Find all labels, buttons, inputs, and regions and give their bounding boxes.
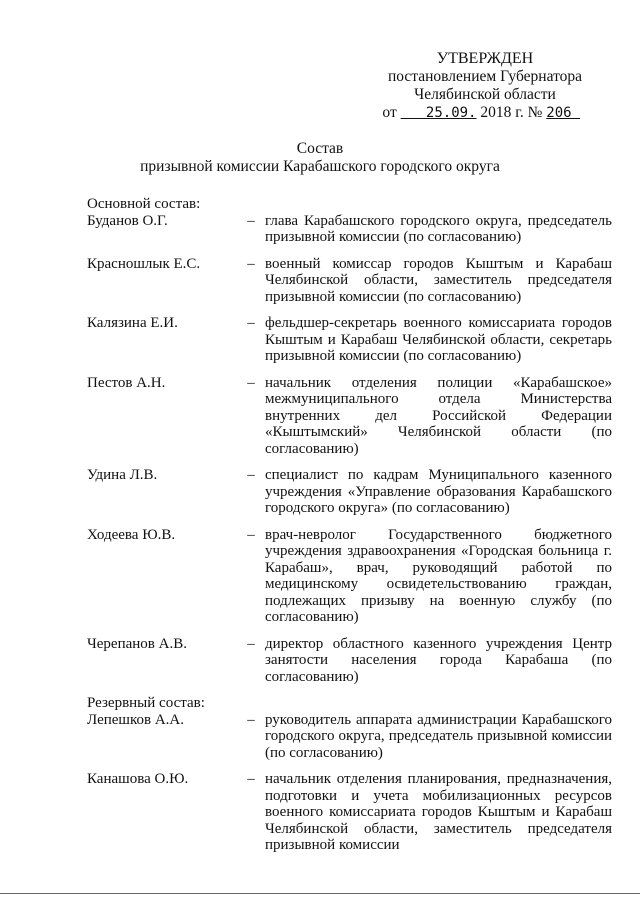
member-role: фельдшер-секретарь военного комиссариата городов Кыштым и Карабаш Челябинской области, секретарь призывной комиссии (по согласованию) <box>265 315 612 364</box>
member-row <box>87 771 612 854</box>
document-heading <box>60 140 580 176</box>
member-name: Красношлык Е.С. <box>87 255 201 272</box>
member-role: врач-невролог Государственного бюджетного учреждения здравоохранения «Городская больница г. Карабаш», врач, руководящий работой по медицинскому освидетельствованию граждан, подлежащих призыву на военную службу (по согласованию) <box>265 526 612 625</box>
member-name: Черепанов А.В. <box>87 635 187 652</box>
member-row <box>87 467 612 517</box>
member-dash: – <box>247 771 255 787</box>
member-row <box>87 213 612 246</box>
main-section-label: Основной состав: <box>87 196 201 212</box>
approval-stamp <box>360 50 610 122</box>
member-role: военный комиссар городов Кыштым и Карабаш Челябинской области, заместитель председателя призывной комиссии (по согласованию) <box>265 255 612 305</box>
member-name: Калязина Е.И. <box>87 315 178 331</box>
member-name: Канашова О.Ю. <box>87 771 189 787</box>
commission-list <box>87 196 612 864</box>
member-dash: – <box>247 315 255 331</box>
approval-line-2: Челябинской области <box>414 86 556 103</box>
member-row <box>87 712 612 762</box>
member-name: Лепешков А.А. <box>87 711 184 728</box>
approval-date <box>401 105 477 121</box>
member-role: специалист по кадрам Муниципального казенного учреждения «Управление образования Карабашского городского округа» (по согласованию) <box>265 467 612 516</box>
approval-line-1: постановлением Губернатора <box>387 68 583 85</box>
approval-number <box>546 105 580 121</box>
member-name: Буданов О.Г. <box>87 212 168 229</box>
member-name: Пестов А.Н. <box>87 374 166 391</box>
member-role: директор областного казенного учреждения Центр занятости населения города Карабаша (по согласованию) <box>265 635 612 685</box>
approval-year: 2018 г. № <box>480 104 543 121</box>
member-dash: – <box>247 212 255 229</box>
heading-subtitle: призывной комиссии Карабашского городского округа <box>140 158 500 175</box>
member-name: Ходеева Ю.В. <box>87 526 176 543</box>
member-row <box>87 315 612 365</box>
approval-date-value: 25.09. <box>425 105 477 121</box>
member-row <box>87 636 612 686</box>
member-dash: – <box>247 711 255 728</box>
member-row <box>87 256 612 306</box>
member-name: Удина Л.В. <box>87 467 158 483</box>
heading-title: Состав <box>296 140 344 157</box>
main-members <box>87 213 612 686</box>
member-role: начальник отделения полиции «Карабашское» межмуниципального отдела Министерства внутренних дел Российской Федерации «Кыштымский» Челябинской области (по согласованию) <box>265 374 612 457</box>
member-row <box>87 375 612 458</box>
approval-title: УТВЕРЖДЕН <box>436 50 534 67</box>
member-role: начальник отделения планирования, предназначения, подготовки и учета мобилизационных ресурсов военного комиссариата городов Кыштым и Карабаш Челябинской области, заместитель председателя призывной комиссии <box>265 771 612 853</box>
approval-date-line <box>360 104 610 122</box>
member-dash: – <box>247 374 255 391</box>
member-dash: – <box>247 255 255 272</box>
member-dash: – <box>247 635 255 652</box>
reserve-section-label: Резервный состав: <box>87 695 205 711</box>
member-dash: – <box>247 526 255 543</box>
member-dash: – <box>247 467 255 483</box>
member-row <box>87 527 612 626</box>
date-prefix: от <box>382 104 397 121</box>
reserve-members <box>87 712 612 854</box>
page-bottom-border <box>0 893 640 894</box>
member-role: глава Карабашского городского округа, председатель призывной комиссии (по согласованию) <box>265 212 612 245</box>
approval-number-value: 206 <box>546 105 572 121</box>
member-role: руководитель аппарата администрации Карабашского городского округа, председатель призывной комиссии (по согласованию) <box>265 711 612 761</box>
